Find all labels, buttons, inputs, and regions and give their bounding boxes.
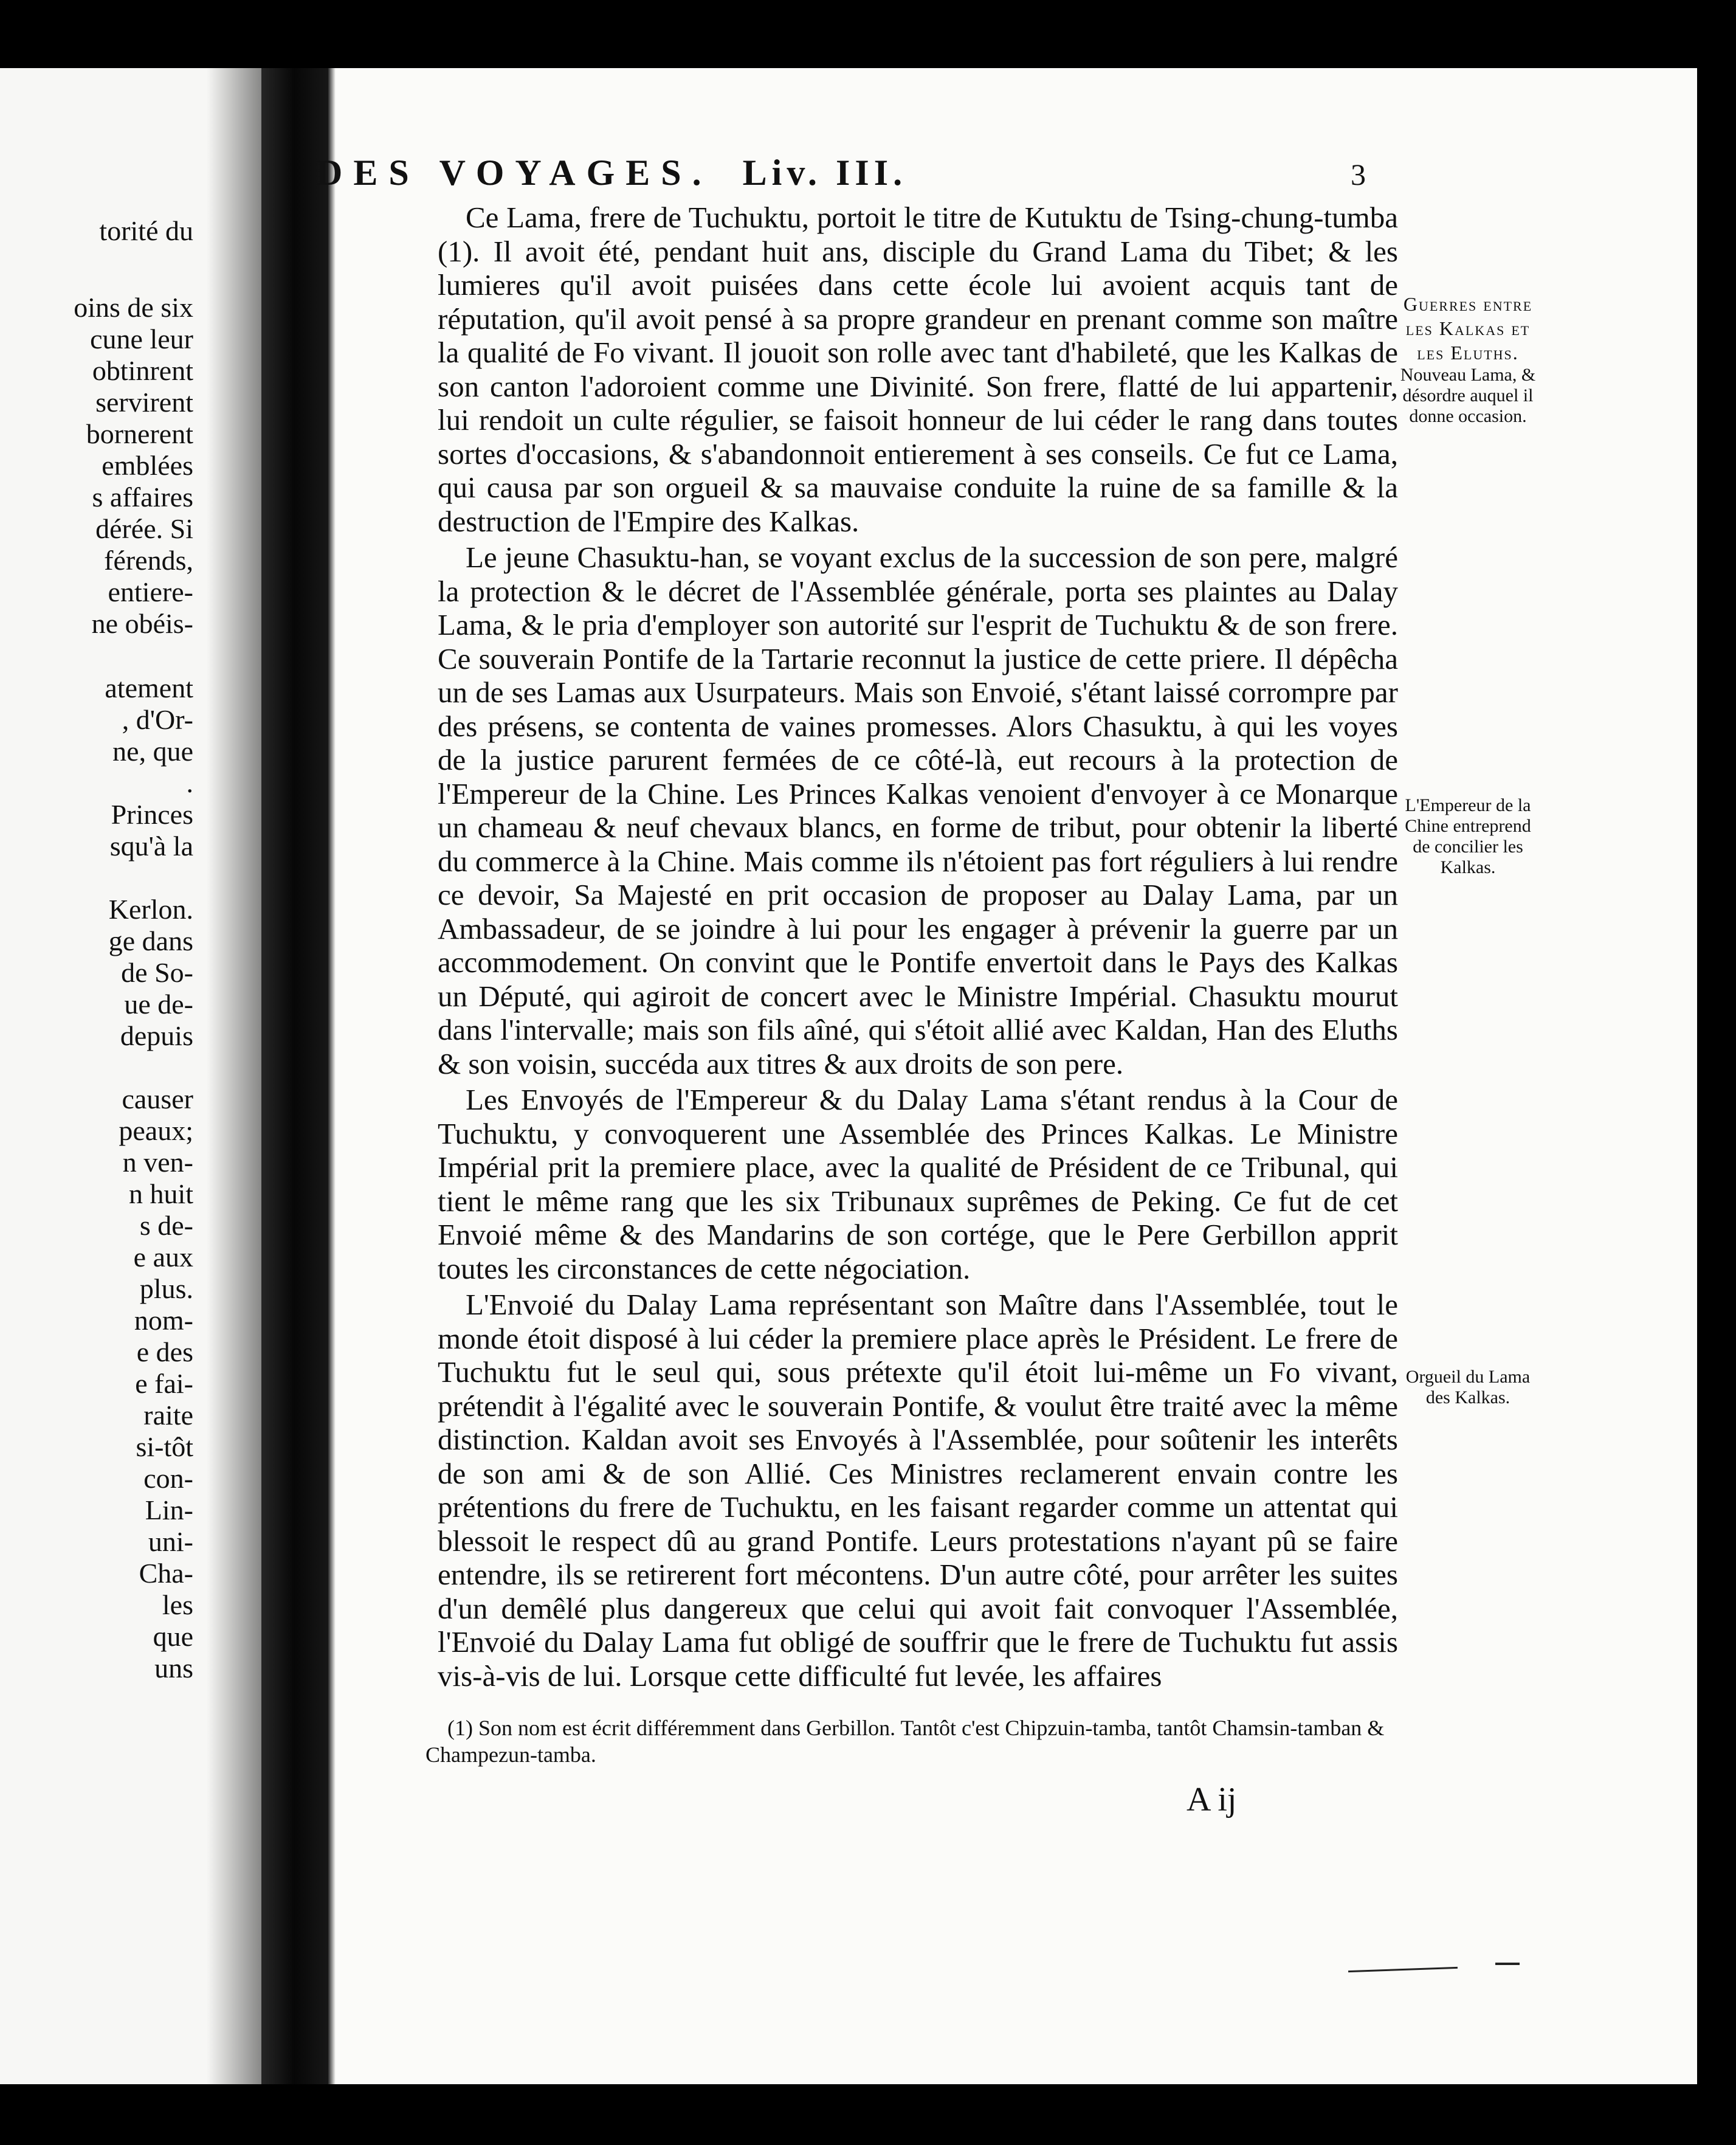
printer-signature: A ij: [1187, 1781, 1237, 1819]
left-page-line: emblées: [102, 450, 193, 481]
paragraph: Les Envoyés de l'Empereur & du Dalay Lama s'étant rendus à la Cour de Tuchuktu, y convoquerent une Assemblée des Princes Kalkas. Le Ministre Impérial prit la premiere place, avec la qualité de Président de ce Tribunal, qui tient le même rang que les six Tribunaux suprêmes de Peking. Ce fut de cet Envoié même & des Mandarins de son cortége, que le Pere Gerbillon apprit toutes les circonstances de cette négociation.: [438, 1083, 1398, 1285]
left-page-line: uni-: [148, 1526, 193, 1557]
running-header: [316, 152, 1216, 195]
book-gutter: [261, 68, 334, 2084]
scan-border-top: [0, 0, 1736, 68]
left-page-line: bornerent: [86, 418, 193, 449]
margin-note-wars: [1398, 292, 1538, 427]
left-page-line: ne obéis-: [91, 608, 193, 639]
left-page-fragment: [0, 68, 261, 2084]
left-page-line: si-tôt: [136, 1431, 193, 1462]
page-edge: [328, 68, 336, 2084]
left-page-line: Cha-: [139, 1558, 193, 1589]
left-page-line: dérée. Si: [95, 513, 193, 544]
left-page-line: con-: [143, 1463, 193, 1494]
left-page-line: raite: [143, 1400, 193, 1431]
left-page-line: que: [153, 1621, 193, 1652]
left-page-line: atement: [105, 672, 193, 703]
margin-note-pride: Orgueil du Lama des Kalkas.: [1405, 1367, 1531, 1408]
left-page-line: n ven-: [122, 1147, 193, 1178]
left-page-line: e fai-: [135, 1368, 193, 1399]
left-page-line: .: [186, 767, 193, 798]
body-text: [438, 201, 1398, 1693]
left-page-line: plus.: [139, 1273, 193, 1304]
left-page-line: n huit: [128, 1178, 193, 1209]
left-page-line: causer: [122, 1083, 193, 1114]
left-page-line: squ'à la: [109, 831, 193, 862]
footnote: (1) Son nom est écrit différemment dans Gerbillon. Tantôt c'est Chipzuin-tamba, tantôt Chamsin-tamban & Champezun-tamba.: [425, 1716, 1385, 1767]
scan-border-right: [1697, 0, 1736, 2145]
left-page-line: ne, que: [112, 736, 193, 767]
book-number: Liv. III.: [742, 153, 908, 193]
left-page-line: de So-: [121, 957, 193, 988]
margin-note-emperor: L'Empereur de la Chine entreprend de concilier les Kalkas.: [1405, 795, 1531, 877]
left-page-line: e aux: [133, 1242, 193, 1273]
left-page-line: entiere-: [108, 576, 193, 607]
left-page-line: férends,: [104, 545, 193, 576]
running-title: DES VOYAGES.: [316, 153, 712, 193]
page-number: 3: [1351, 157, 1366, 192]
left-page-line: oins de six: [74, 292, 193, 323]
paragraph: Ce Lama, frere de Tuchuktu, portoit le titre de Kutuktu de Tsing-chung-tumba (1). Il avoit été, pendant huit ans, disciple du Grand Lama du Tibet; & les lumieres qu'il avoit puisées dans cette école lui avoient acquis tant de réputation, qu'il avoit pensé à sa propre grandeur en prenant comme son maître la qualité de Fo vivant. Il jouoit son rolle avec tant d'habileté, que les Kalkas de son canton l'adoroient comme une Divinité. Son frere, flatté de lui appartenir, lui rendoit un culte régulier, se faisoit honneur de lui céder le rang dans toutes sortes d'occasions, & s'abandonnoit entierement à ses conseils. Ce fut ce Lama, qui causa par son orgueil & sa mauvaise conduite la ruine de sa famille & la destruction de l'Empire des Kalkas.: [438, 201, 1398, 538]
left-page-line: uns: [154, 1653, 193, 1684]
left-page-line: Princes: [111, 799, 193, 830]
left-page-line: obtinrent: [92, 355, 193, 386]
margin-note-heading: Guerres entre les Kalkas et les Eluths.: [1403, 293, 1533, 364]
left-page-line: servirent: [95, 387, 193, 418]
left-page-line: s affaires: [92, 482, 193, 513]
left-page-line: e des: [136, 1336, 193, 1367]
left-page-line: torité du: [99, 215, 193, 246]
left-page-line: les: [162, 1589, 193, 1620]
left-page-line: cune leur: [90, 323, 193, 354]
left-page-line: s de-: [139, 1210, 193, 1241]
left-page-line: peaux;: [119, 1115, 193, 1146]
scan-border-bottom: [0, 2084, 1736, 2145]
paragraph: L'Envoié du Dalay Lama représentant son Maître dans l'Assemblée, tout le monde étoit disposé à lui céder la premiere place après le Président. Le frere de Tuchuktu fut le seul qui, sous prétexte qu'il étoit lui-même un Fo vivant, prétendit à l'égalité avec le souverain Pontife, & voulut être traité avec la même distinction. Kaldan avoit ses Envoyés à l'Assemblée, pour soûtenir les interêts de son ami & de son Allié. Ces Ministres reclamerent envain contre les prétentions du frere de Tuchuktu, en les faisant regarder comme un attentat qui blessoit le respect dû au grand Pontife. Leurs protestations n'ayant pû se faire entendre, ils se retirerent fort mécontens. D'un autre côté, pour arrêter les suites d'un demêlé plus dangereux que celui qui avoit fait convoquer l'Assemblée, l'Envoié du Dalay Lama fut obligé de souffrir que le frere de Tuchuktu fut assis vis-à-vis de lui. Lorsque cette difficulté fut levée, les affaires: [438, 1288, 1398, 1693]
left-page-line: , d'Or-: [122, 704, 193, 735]
left-page-line: nom-: [134, 1305, 193, 1336]
left-page-shadow: [207, 68, 261, 2084]
left-page-line: Lin-: [145, 1494, 193, 1525]
paragraph: Le jeune Chasuktu-han, se voyant exclus de la succession de son pere, malgré la protection & le décret de l'Assemblée générale, porta ses plaintes au Dalay Lama, & le pria d'employer son autorité sur l'esprit de Tuchuktu & de son frere. Ce souverain Pontife de la Tartarie reconnut la justice de cette priere. Il dépêcha un de ses Lamas aux Usurpateurs. Mais son Envoié, s'étant laissé corrompre par des présens, se contenta de vaines promesses. Alors Chasuktu, à qui les voyes de la justice parurent fermées de ce côté-là, eut recours à la protection de l'Empereur de la Chine. Les Princes Kalkas venoient d'envoyer à ce Monarque un chameau & neuf chevaux blancs, en forme de tribut, pour obtenir la liberté du commerce à la Chine. Mais comme ils n'étoient pas fort réguliers à lui rendre ce devoir, Sa Majesté en prit occasion de proposer au Dalay Lama, par un Ambassadeur, de se joindre à lui pour les engager à prévenir la guerre par un accommodement. On convint que le Pontife envertoit dans le Pays des Kalkas un Député, qui agiroit de concert avec le Ministre Impérial. Chasuktu mourut dans l'intervalle; mais son fils aîné, qui s'étoit allié avec Kaldan, Han des Eluths & son voisin, succéda aux titres & aux droits de son pere.: [438, 541, 1398, 1080]
margin-note-text: Nouveau Lama, & désordre auquel il donne occasion.: [1400, 365, 1536, 426]
left-page-line: Kerlon.: [108, 894, 193, 925]
left-page-line: ge dans: [108, 925, 193, 956]
ink-stroke: [1495, 1963, 1520, 1965]
left-page-line: depuis: [120, 1020, 193, 1051]
left-page-line: ue de-: [124, 989, 193, 1020]
